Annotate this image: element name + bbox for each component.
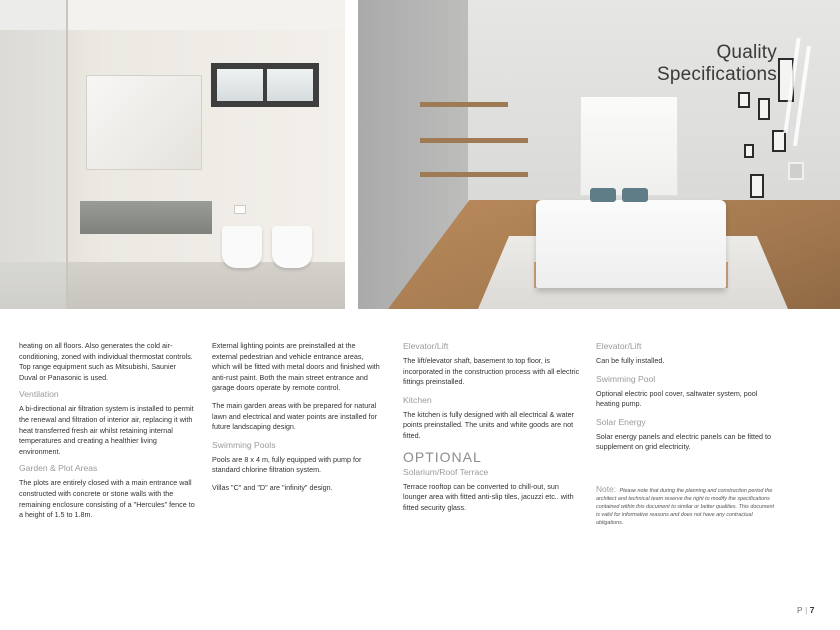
bathroom-vanity <box>80 201 212 234</box>
bathroom-window <box>211 63 319 107</box>
garden-heading: Garden & Plot Areas <box>19 463 98 474</box>
text-column-1 <box>19 341 196 528</box>
wall-shelf <box>420 102 508 107</box>
page-letter: P <box>797 605 804 615</box>
page-title <box>597 42 777 86</box>
optional-lift-heading: Elevator/Lift <box>596 341 642 351</box>
ventilation-paragraph: A bi-directional air filtration system is installed to permit the renewal and filtration of interior air, replacing it with heat transferred fresh air whilst retaining internal temperatures and creating a healthier living environment. <box>19 404 194 456</box>
disclaimer-note <box>596 485 776 527</box>
lighting-paragraph: External lighting points are preinstalled at the external pedestrian and vehicle entrance areas, which will be fitted with metal doors and finished with anti-rust paint. Both the main street entrance and garage doors operate by remote control. <box>212 341 380 393</box>
note-text: Please note that during the planning and construction period the architect and technical team reserve the right to modify the specifications contained within this document to similar or better qualities. <box>596 487 773 510</box>
solar-paragraph: Solar energy panels and electric panels can be fitted to supplement on grid electricity. <box>596 431 772 452</box>
pools-heading: Swimming Pools <box>212 439 276 450</box>
lift-paragraph: The lift/elevator shaft, basement to top floor, is incorporated in the construction process with all electric fittings preinstalled. <box>403 356 580 387</box>
ventilation-heading: Ventilation <box>19 389 59 400</box>
picture-frame <box>750 174 764 198</box>
solarium-paragraph: Terrace rooftop can be converted to chill-out, sun lounger area with fitted anti-slip tiles, jacuzzi etc.. with fitted security glass. <box>403 481 574 512</box>
page-number-value: 7 <box>809 605 815 615</box>
page-number <box>797 605 815 615</box>
picture-frame <box>744 144 754 158</box>
note-label: Note: <box>596 483 617 494</box>
optional-pool-heading: Swimming Pool <box>596 373 656 384</box>
garden-prep-paragraph: The main garden areas with be prepared for natural lawn and electrical and water points are installed for future landscaping design. <box>212 400 378 432</box>
title-line-1: Quality <box>716 42 777 63</box>
bathroom-mirror <box>86 75 202 170</box>
optional-heading: OPTIONAL <box>403 448 482 465</box>
villas-paragraph: Villas "C" and "D" are "infinity" design. <box>212 482 333 492</box>
page-separator: | <box>805 605 808 615</box>
optional-pool-paragraph: Optional electric pool cover, saltwater system, pool heating pump. <box>596 388 758 409</box>
wall-shelf <box>420 138 528 143</box>
pillow <box>622 188 648 202</box>
kitchen-heading: Kitchen <box>403 394 432 405</box>
heating-paragraph: heating on all floors. Also generates the cold air-conditioning, zoned with individual thermostat controls. Top range equipment such as Mitsubishi, Saunier Duval or Panasonic is used. <box>19 341 193 382</box>
pillow <box>590 188 616 202</box>
text-column-2 <box>212 341 382 501</box>
flush-plate <box>234 205 246 214</box>
note-text-2: This document is valid for informative reasons and does not have any contractual obligations. <box>596 503 774 526</box>
title-line-2: Specifications <box>656 64 777 85</box>
solarium-heading: Solarium/Roof Terrace <box>403 466 489 477</box>
picture-frame <box>788 162 804 180</box>
shower-glass <box>0 0 68 309</box>
solar-heading: Solar Energy <box>596 416 646 427</box>
text-column-3 <box>403 341 583 520</box>
kitchen-paragraph: The kitchen is fully designed with all electrical & water points preinstalled. The units and white goods are not fitted. <box>403 409 574 440</box>
bed <box>536 200 726 288</box>
picture-frame <box>772 130 786 152</box>
picture-frame <box>758 98 770 120</box>
picture-frame <box>738 92 750 108</box>
garden-paragraph: The plots are entirely closed with a main entrance wall constructed with concrete or stone walls with the remaining enclosure consisting of a "Hercules" fence to a height of 1.5 to 1.8m. <box>19 478 195 520</box>
optional-lift-paragraph: Can be fully installed. <box>596 356 665 365</box>
lift-heading: Elevator/Lift <box>403 341 449 351</box>
bidet <box>272 226 312 268</box>
text-column-4 <box>596 341 776 527</box>
wall-shelf <box>420 172 528 177</box>
toilet <box>222 226 262 268</box>
window-pane <box>217 69 263 101</box>
bedroom-window <box>580 96 678 196</box>
window-pane <box>267 69 313 101</box>
bathroom-photo <box>0 0 345 309</box>
pools-paragraph: Pools are 8 x 4 m, fully equipped with pump for standard chlorine filtration system. <box>212 454 362 475</box>
